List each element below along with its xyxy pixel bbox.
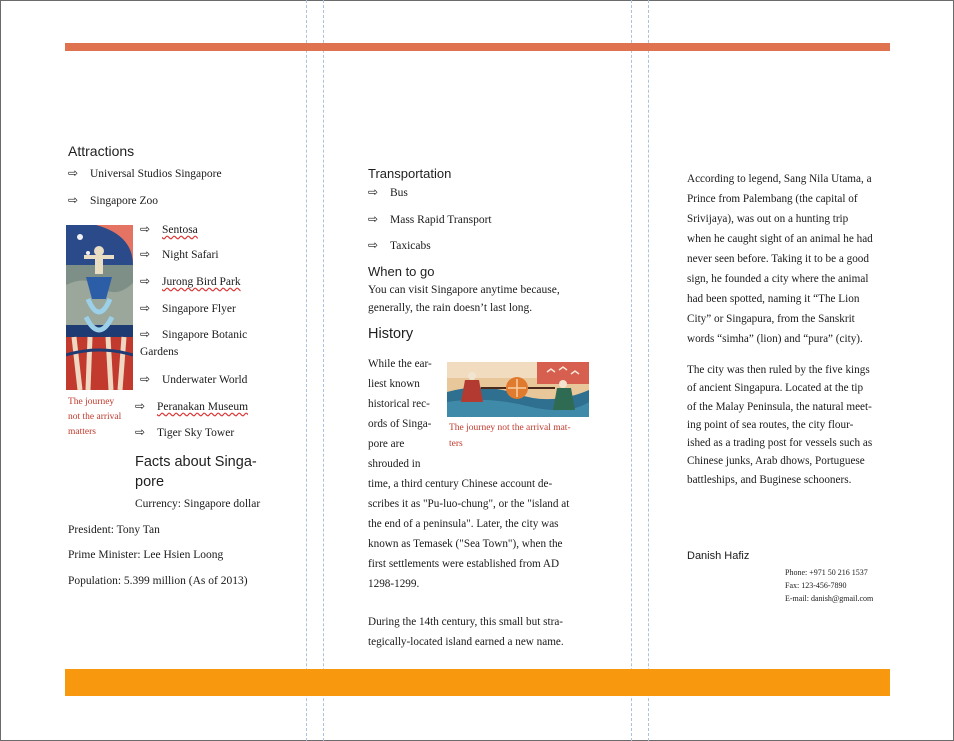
list-item: ⇨ Bus	[368, 185, 408, 199]
fact-population: Population: 5.399 million (As of 2013)	[68, 575, 248, 587]
list-item: ⇨ Underwater World	[140, 372, 248, 386]
list-item: ⇨ Singapore Botanic	[140, 327, 248, 341]
arrow-icon: ⇨	[68, 193, 79, 207]
fact-president: President: Tony Tan	[68, 524, 160, 536]
list-item: ⇨ Universal Studios Singapore	[68, 166, 222, 180]
kings-paragraph: The city was then ruled by the five kings of ancient Singapura. Located at the tip of the Malay Peninsula, the natural meet- ing point of sea routes, the city flour- ished as a trading post for vessels such as Chinese junks, Arab dhows, Portuguese battleships, and Buginese schooners.	[687, 364, 873, 486]
history-paragraph-2: During the 14th century, this small but stra- tegically-located island earned a new name.	[368, 616, 564, 648]
arrow-icon: ⇨	[368, 185, 379, 199]
top-accent-bar	[65, 43, 890, 51]
list-item: ⇨ Taxicabs	[368, 238, 431, 252]
arrow-icon: ⇨	[140, 274, 151, 288]
image-caption: The journey not the arrival mat- ters	[449, 423, 571, 449]
acrobat-clipart-image	[66, 225, 133, 390]
arrow-icon: ⇨	[368, 238, 379, 252]
arrow-icon: ⇨	[140, 247, 151, 261]
arrow-icon: ⇨	[368, 212, 379, 226]
image-caption: The journey not the arrival matters	[68, 397, 122, 437]
list-item: ⇨ Tiger Sky Tower	[135, 425, 235, 439]
arrow-icon: ⇨	[140, 222, 151, 236]
arrow-icon: ⇨	[135, 425, 146, 439]
list-item: ⇨ Singapore Flyer	[140, 301, 236, 315]
facts-heading: Facts about Singa- pore	[135, 454, 257, 490]
column-guide	[323, 0, 324, 741]
attractions-heading: Attractions	[68, 143, 135, 159]
list-item: ⇨ Mass Rapid Transport	[368, 212, 492, 226]
bottom-accent-bar	[65, 669, 890, 696]
list-item: ⇨ Night Safari	[140, 247, 219, 261]
list-item: ⇨ Sentosa	[140, 222, 198, 236]
fact-prime-minister: Prime Minister: Lee Hsien Loong	[68, 549, 224, 561]
column-guide	[306, 0, 307, 741]
arrow-icon: ⇨	[140, 327, 151, 341]
email-text: E-mail: danish@gmail.com	[785, 594, 874, 603]
phone-text: Phone: +971 50 216 1537	[785, 568, 868, 577]
history-paragraph-wide: time, a third century Chinese account de- scribes it as "Pu-luo-chung", or the "island at the end of a peninsula". Later, the city was known as Temasek ("Sea Town"), when the first settlements were established from AD 1298-1299.	[368, 478, 570, 590]
list-item: ⇨ Singapore Zoo	[68, 193, 159, 207]
author-name: Danish Hafiz	[687, 550, 750, 562]
when-to-go-heading: When to go	[368, 264, 435, 279]
history-paragraph-narrow: While the ear- liest known historical rec- ords of Singa- pore are shrouded in	[368, 358, 432, 470]
arrow-icon: ⇨	[140, 301, 151, 315]
legend-paragraph: According to legend, Sang Nila Utama, a Prince from Palembang (the capital of Srivijaya), was out on a hunting trip when he caught sight of an animal he had never seen before. Taking it to be a good sign, he founded a city where the animal had been spotted, naming it “The Lion City” or Singapura, from the Sanskrit words “simha” (lion) and “pura” (city).	[687, 173, 873, 345]
fax-text: Fax: 123-456-7890	[785, 581, 847, 590]
arrow-icon: ⇨	[140, 372, 151, 386]
contact-info	[785, 566, 873, 605]
fact-currency: Currency: Singapore dollar	[135, 498, 261, 510]
list-item-continuation: Gardens	[140, 346, 179, 358]
tug-of-war-clipart-image	[447, 362, 589, 417]
arrow-icon: ⇨	[135, 399, 146, 413]
list-item: ⇨ Peranakan Museum	[135, 399, 249, 413]
column-guide	[631, 0, 632, 741]
column-guide	[648, 0, 649, 741]
list-item: ⇨ Jurong Bird Park	[140, 274, 241, 288]
when-to-go-text: You can visit Singapore anytime because, generally, the rain doesn’t last long.	[368, 284, 560, 314]
history-heading: History	[368, 326, 414, 342]
transportation-heading: Transportation	[368, 166, 452, 181]
arrow-icon: ⇨	[68, 166, 79, 180]
